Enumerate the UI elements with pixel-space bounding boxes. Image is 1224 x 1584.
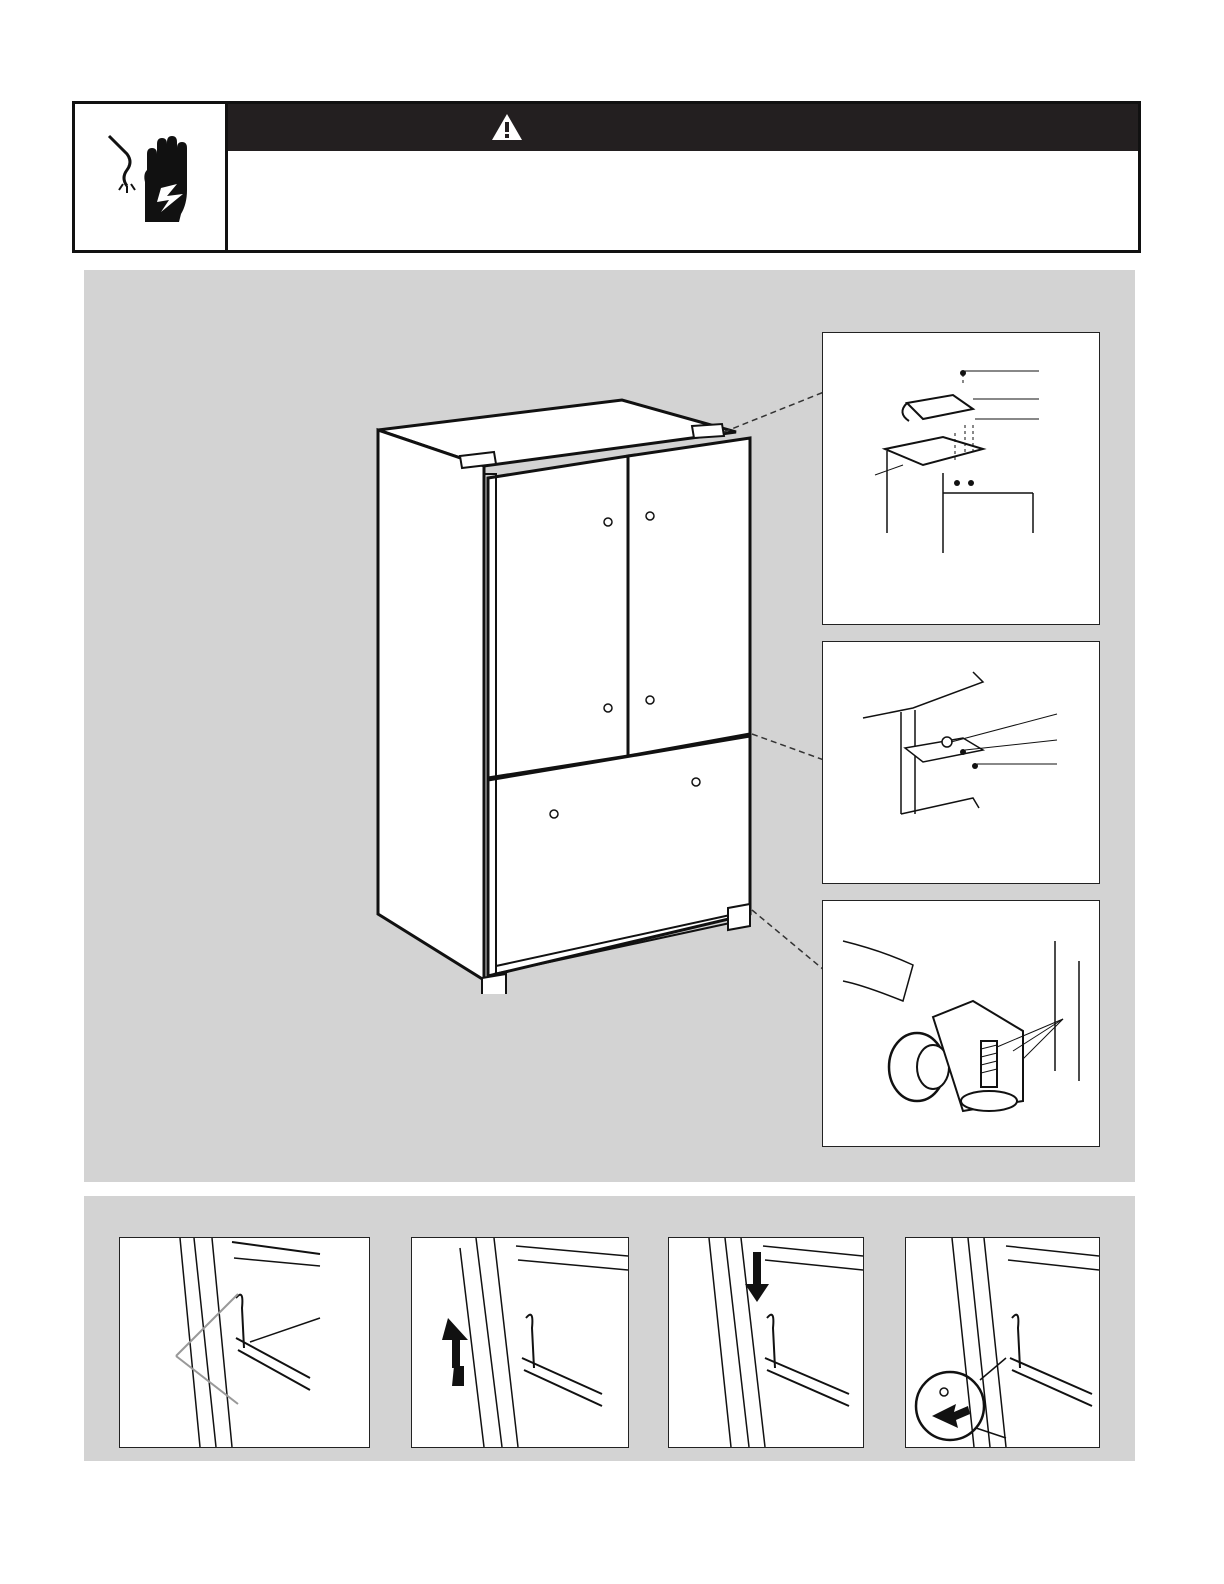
warning-body [228, 151, 1138, 250]
steps-panel [84, 1196, 1135, 1461]
warning-header [228, 104, 1138, 151]
top-hinge-detail [822, 332, 1100, 625]
step-2-lift-arrow [411, 1237, 629, 1448]
warning-triangle-icon [490, 112, 524, 142]
warning-box [72, 101, 1141, 253]
step-3-lower-arrow [668, 1237, 864, 1448]
electrical-shock-hand-icon [75, 104, 225, 250]
bottom-roller-detail [822, 900, 1100, 1147]
step-4-release-detail [905, 1237, 1100, 1448]
warning-symbol-cell [75, 104, 228, 250]
center-hinge-detail [822, 641, 1100, 884]
step-1-rail-clip [119, 1237, 370, 1448]
main-illustration-panel [84, 270, 1135, 1182]
